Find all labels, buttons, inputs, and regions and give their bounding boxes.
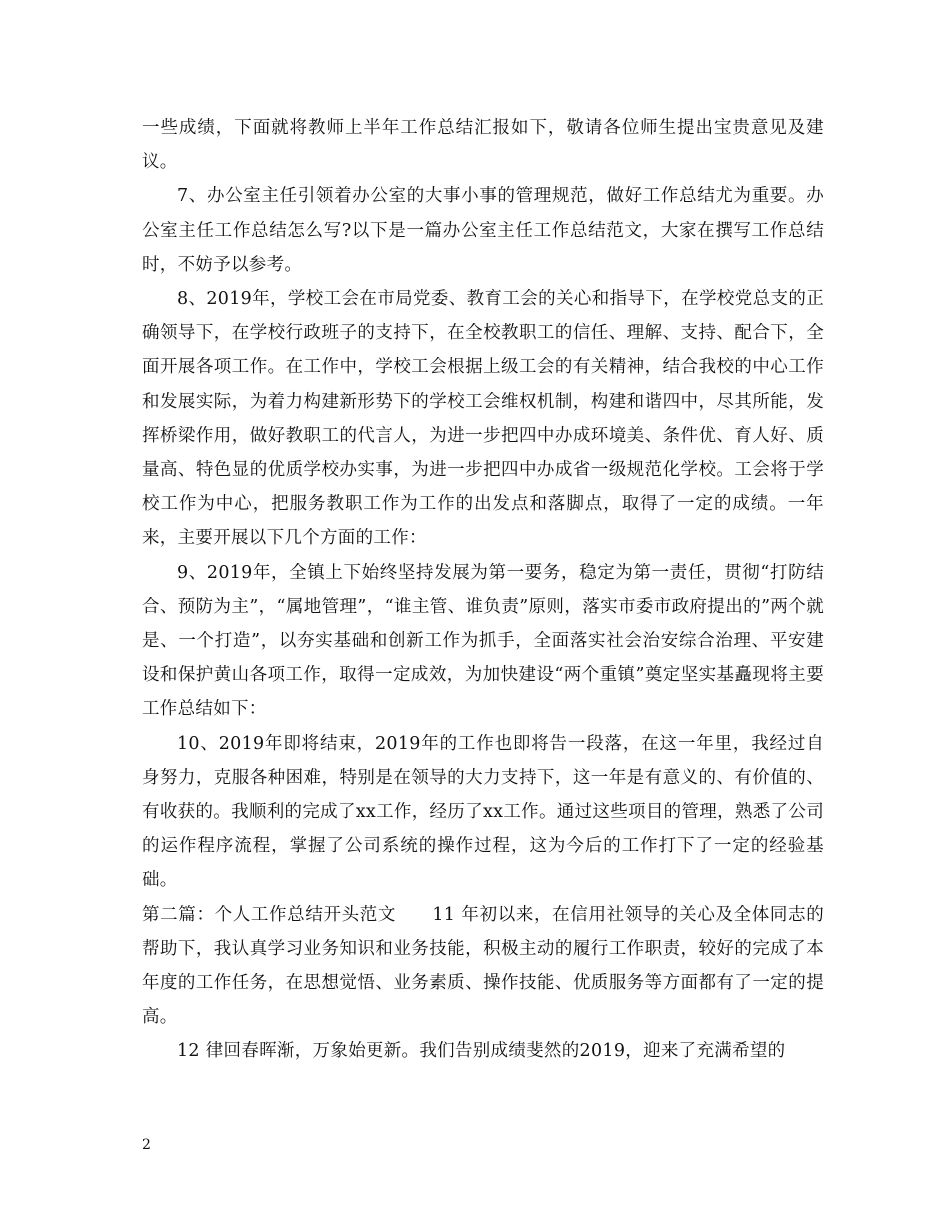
paragraph-9: 9、2019年，全镇上下始终坚持发展为第一要务，稳定为第一责任，贯彻“打防结合、预防为主”，“属地管理”，“谁主管、谁负责”原则，落实市委市政府提出的”两个就是、一个打造”，以夯实基础和创新工作为抓手，全面落实社会治安综合治理、平安建设和保护黄山各项工作，取得一定成效，为加快建设“两个重镇”奠定坚实基矗现将主要工作总结如下： — [142, 562, 824, 720]
document-body — [142, 111, 824, 1069]
paragraph-7: 7、办公室主任引领着办公室的大事小事的管理规范，做好工作总结尤为重要。办公室主任工作总结怎么写?以下是一篇办公室主任工作总结范文，大家在撰写工作总结时，不妨予以参考。 — [142, 186, 824, 275]
paragraph-10: 10、2019年即将结束，2019年的工作也即将告一段落，在这一年里，我经过自身努力，克服各种困难，特别是在领导的大力支持下，这一年是有意义的、有价值的、有收获的。我顺利的完成了xx工作，经历了xx工作。通过这些项目的管理，熟悉了公司的运作程序流程，掌握了公司系统的操作过程，这为今后的工作打下了一定的经验基础。 — [142, 733, 824, 891]
paragraph-continuation: 一些成绩，下面就将教师上半年工作总结汇报如下，敬请各位师生提出宝贵意见及建议。 — [142, 118, 824, 173]
paragraph-12: 12 律回春晖渐，万象始更新。我们告别成绩斐然的2019，迎来了充满希望的 — [177, 1041, 786, 1062]
paragraph-8: 8、2019年，学校工会在市局党委、教育工会的关心和指导下，在学校党总支的正确领导下，在学校行政班子的支持下，在全校教职工的信任、理解、支持、配合下，全面开展各项工作。在工作中，学校工会根据上级工会的有关精神，结合我校的中心工作和发展实际，为着力构建新形势下的学校工会维权机制，构建和谐四中，尽其所能，发挥桥梁作用，做好教职工的代言人，为进一步把四中办成环境美、条件优、育人好、质量高、特色显的优质学校办实事，为进一步把四中办成省一级规范化学校。工会将于学校工作为中心，把服务教职工作为工作的出发点和落脚点，取得了一定的成绩。一年来，主要开展以下几个方面的工作： — [142, 289, 824, 549]
page-number: 2 — [142, 1137, 151, 1153]
paragraph-second-article: 第二篇：个人工作总结开头范文 11 年初以来，在信用社领导的关心及全体同志的帮助下，我认真学习业务知识和业务技能，积极主动的履行工作职责，较好的完成了本年度的工作任务，在思想觉悟、业务素质、操作技能、优质服务等方面都有了一定的提高。 — [142, 904, 824, 1028]
